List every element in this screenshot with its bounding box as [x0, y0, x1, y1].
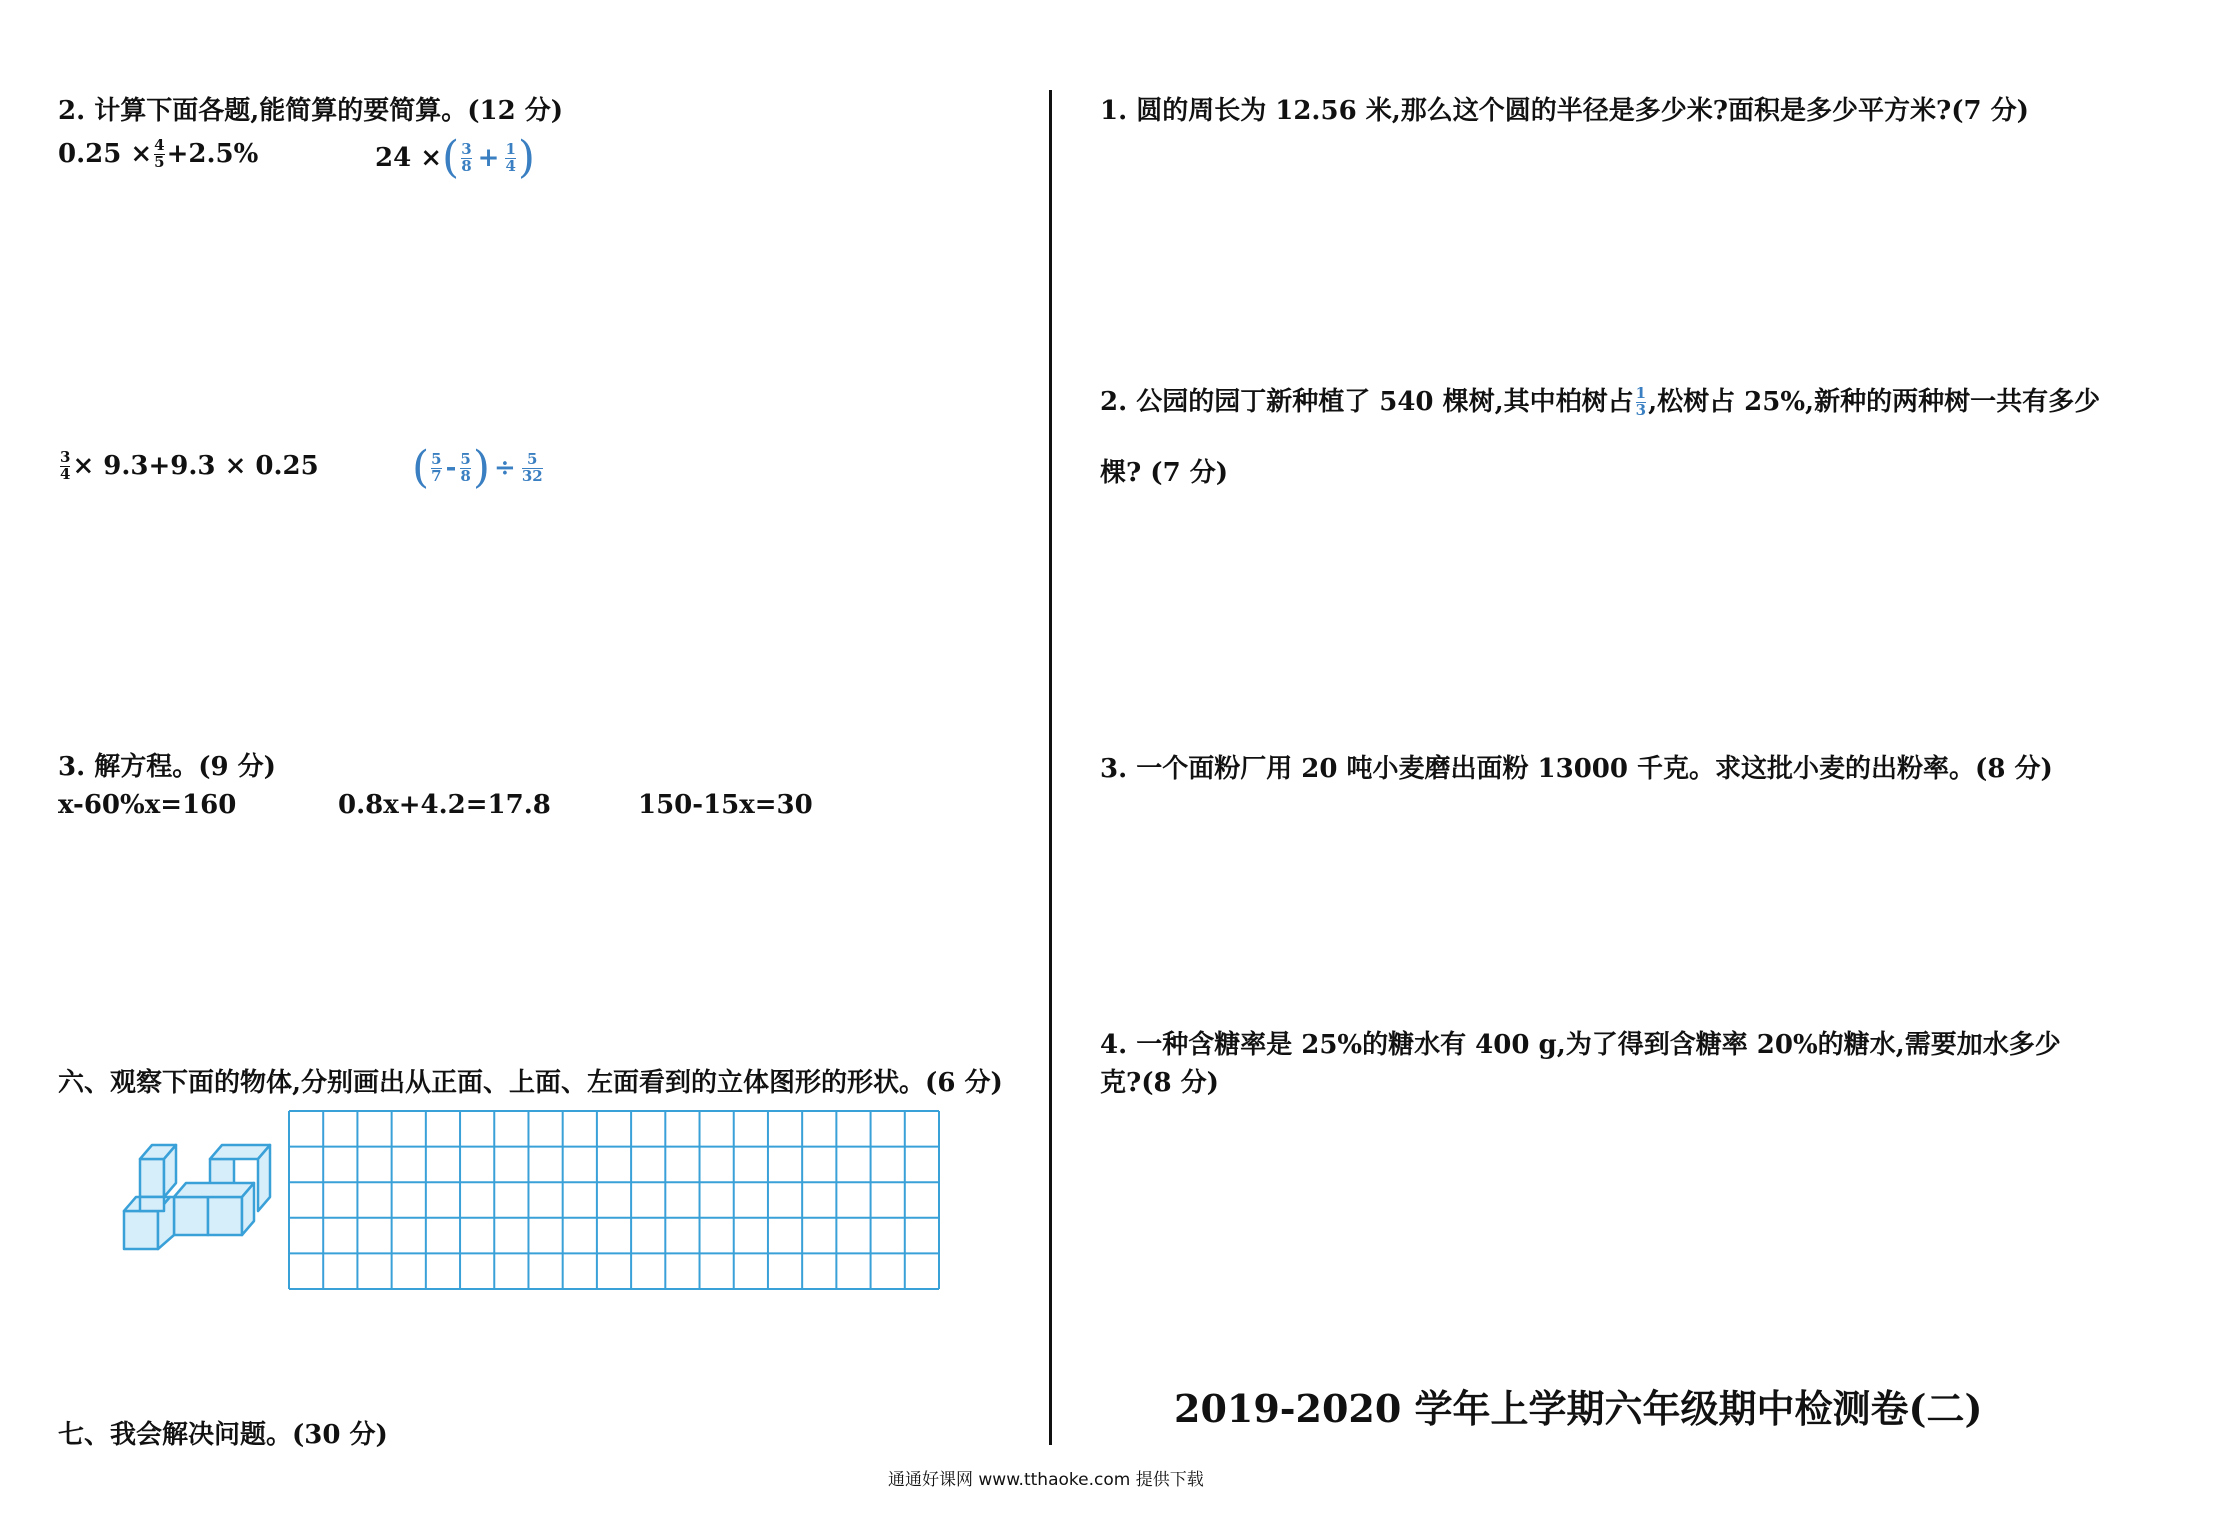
cube-face: [124, 1211, 158, 1249]
q2-expression-1: [58, 138, 258, 171]
problem-4-line-1: 4. 一种含糖率是 25%的糖水有 400 g,为了得到含糖率 20%的糖水,需要加水多少: [1100, 1030, 2061, 1060]
expr4-divide: ÷: [494, 453, 516, 483]
fraction-numerator: 5: [527, 449, 538, 468]
cube-face: [174, 1183, 254, 1197]
expr2-fraction-1: [461, 139, 472, 175]
expr4-fraction-2: [460, 449, 471, 485]
equation-2: 0.8x+4.2=17.8: [338, 790, 551, 820]
fraction-numerator: 1: [505, 139, 516, 158]
fraction-numerator: 3: [60, 448, 71, 466]
section-7-heading: 七、我会解决问题。(30 分): [58, 1420, 388, 1450]
expr2-fraction-2: [505, 139, 516, 175]
drawing-grid[interactable]: [288, 1110, 940, 1290]
cube-face: [140, 1159, 164, 1197]
cube-face: [208, 1197, 242, 1235]
fraction-numerator: 5: [460, 449, 471, 468]
problem-4-line-2: 克?(8 分): [1100, 1068, 1219, 1098]
column-divider: [1049, 90, 1052, 1445]
fraction-denominator: 5: [154, 152, 165, 171]
problem-2-line-2: 棵? (7 分): [1100, 458, 1229, 488]
fraction-denominator: 4: [505, 156, 516, 175]
expr1-part-b: +2.5%: [166, 139, 259, 170]
fraction-numerator: 4: [154, 136, 165, 154]
left-paren-icon: (: [412, 442, 430, 493]
fraction-denominator: 8: [460, 466, 471, 485]
problem-3: 3. 一个面粉厂用 20 吨小麦磨出面粉 13000 千克。求这批小麦的出粉率。(8 分): [1100, 754, 2053, 784]
section-6-heading: 六、观察下面的物体,分别画出从正面、上面、左面看到的立体图形的形状。(6 分): [58, 1068, 1003, 1098]
q2-expression-4: [412, 442, 545, 493]
cube-face: [140, 1197, 164, 1211]
fraction-denominator: 8: [461, 156, 472, 175]
equation-1: x-60%x=160: [58, 790, 237, 820]
fraction-denominator: 32: [521, 466, 543, 485]
expr4-fraction-3: [521, 449, 543, 485]
q2-expression-3: [58, 450, 319, 483]
exam-title: 2019-2020 学年上学期六年级期中检测卷(二): [1174, 1386, 1983, 1431]
footer-source: 通通好课网 www.tthaoke.com 提供下载: [888, 1470, 1204, 1490]
expr1-fraction: [154, 138, 164, 171]
fraction-denominator: 3: [1635, 400, 1647, 419]
cube-face: [174, 1197, 208, 1235]
problem-2-fraction: [1636, 386, 1646, 419]
left-paren-icon: (: [442, 132, 460, 183]
problem-2-part-b: ,松树占 25%,新种的两种树一共有多少: [1648, 387, 2101, 418]
fraction-numerator: 3: [461, 139, 472, 158]
problem-2-part-a: 2. 公园的园丁新种植了 540 棵树,其中柏树占: [1100, 387, 1634, 418]
problem-1: 1. 圆的周长为 12.56 米,那么这个圆的半径是多少米?面积是多少平方米?(7 分): [1100, 96, 2029, 126]
equation-3: 150-15x=30: [638, 790, 813, 820]
expr1-part-a: 0.25 ×: [58, 139, 153, 170]
expr3-fraction: [60, 450, 70, 483]
expr4-fraction-1: [431, 449, 442, 485]
expr2-part-a: 24 ×: [375, 143, 443, 173]
right-paren-icon: ): [517, 132, 536, 183]
fraction-numerator: 1: [1635, 384, 1647, 402]
expr3-part-b: × 9.3+9.3 × 0.25: [72, 451, 319, 482]
expr4-minus: -: [445, 453, 457, 483]
q2-expression-2: [375, 132, 536, 183]
fraction-numerator: 5: [431, 449, 442, 468]
fraction-denominator: 4: [60, 464, 71, 483]
right-paren-icon: ): [472, 442, 491, 493]
problem-2-line-1: [1100, 386, 2100, 419]
fraction-denominator: 7: [431, 466, 442, 485]
expr2-plus: +: [477, 143, 500, 173]
q3-heading: 3. 解方程。(9 分): [58, 752, 276, 782]
cube-figure: [110, 1125, 280, 1265]
q2-heading: 2. 计算下面各题,能简算的要简算。(12 分): [58, 96, 564, 126]
